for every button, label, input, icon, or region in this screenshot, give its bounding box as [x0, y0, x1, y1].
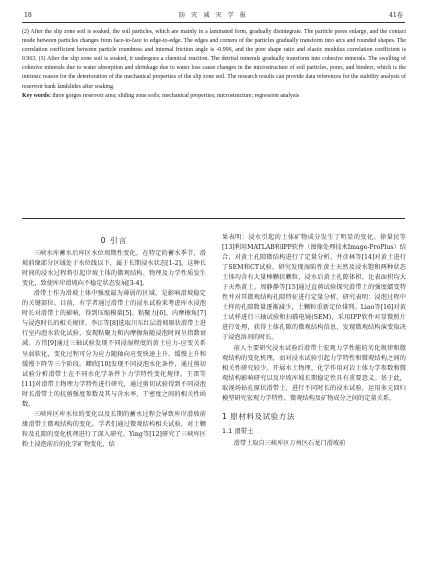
- keywords-line: [22, 92, 406, 101]
- paragraph: 三峡水库蓄水后库区水位周期性变化，在特定的蓄水季节，滑坡前缘部分区域处于水位线以下，属于长期浸水状态[1-2]，这种长时间的浸水过程将引起岸坡土体的微观结构、物理及力学性质发生变化，致使库岸滑坡向不稳定状态发展[3-4]。: [22, 250, 206, 288]
- paragraph: 三峡库区库水位的变化以及长期的蓄水过程会导致库岸滑坡前缘滑带土微观结构的变化。学者们通过微观结构相关试验，对土颗粒及孔隙的变化机理进行了深入研究。Ying等[12]研究了三峡库区粉土浸泡前后的化学矿物变化，结: [22, 410, 206, 448]
- left-column: [22, 236, 206, 450]
- keywords-label: Key words:: [22, 92, 51, 99]
- volume-label: 41卷: [388, 12, 403, 19]
- page-number: 18: [24, 12, 32, 19]
- running-header: [22, 10, 405, 23]
- keywords-text: three gorges reservoir area; sliding zone soils; mechanical properties; microstructure; regression analysis: [50, 92, 300, 99]
- subsection-title-slip-zone-soil: 1.1 滑带土: [222, 426, 254, 435]
- english-abstract: [22, 28, 406, 101]
- paragraph: 滑带土取自三峡库区万州区石龙门滑坡前: [233, 439, 346, 447]
- paragraph: 滑带土作为滑坡土体中强度最为薄弱的区域，是影响滑坡稳定的关键部位。目前，有学者通过滑带土的浸水试验来考虑库水浸泡时长对滑带土的影响，得到压缩模量[5]、粘聚力[6]、内摩擦角[7]与浸泡时长的相关规律。李江等[8]选取川东红层滑坡原状滑带土进行室内泡水软化试验，发现粘聚力和内摩擦角随浸泡时间呈指数衰减。方伟[9]通过三轴试验发现不同浸湿程度的黄土应力-应变关系呈弱软化，变化过程可分为应力随轴向应变快速上升、缓慢上升和缓慢下降等三个阶段。卿欣[10]发现不同浸泡水化条件，通过剪切试验分析滑带土在不同水化学条件下力学特性变化规律。王雷等[11]对滑带土物理力学特性进行研究，通过剪切试验得到不同浸泡时长滑带土的抗剪强度参数及其与含水率、干密度之间的相关性函数。: [22, 290, 206, 408]
- section-title-introduction: 0 引言: [100, 236, 128, 245]
- paragraph-continued: 果表明：浸水引起的土体矿物成分发生了明显的变化。徐量民等[13]利用MATLAB和IPP软件（图像处理技术Image-ProPlus）结合，对黄土孔隙微结构进行了定量分析。井彦林等[14]对黄土进行了SEM和CT试验，研究发现湿陷性黄土天然及浸水饱和两种状态土体均含有大量棒颗状颗粒，浸水后黄土孔隙体积、比表面积均大于天然黄土。周静静等[15]通过直剪试验探究滑带土的强度蠕变特性并对其微观结构孔隙特征进行定量分析，研究表明：浸泡过程中土样的孔隙数量逐渐减少，土颗粒重新定位排列。Liao等[16]对黄土试样进行三轴试验和扫描电镜(SEM)，采用IPP软件对显微照片进行处理，获得土体孔隙的微观结构信息，发现微观结构演变取决于浸泡溶剂的时长。: [222, 234, 406, 342]
- abstract-text: (2) After the slip zone soil is soaked, the soil particles, which are mainly in a laminated form, gradually disintegrate. The particle pores enlarge, and the contact mode between particles changes from face-to-face to edge-to-edge. The edges and corners of the particles gradually transform into arcs and rounded shapes. The correlation coefficient between particle roundness and internal friction angle is -0.996, and the pore shape ratio and elastic modulus correlation coefficient is 0.963. (3) After the slip zone soil is soaked, it undergoes a chemical reaction. The detrital minerals gradually transform into cohesive minerals. The swelling of cohesive minerals due to water absorption and shrinkage due to water loss cause changes in the microstructure of soil particles, pores, and binders, which is the intrinsic reason for the deterioration of the mechanical properties of the slip zone soil. The research results can provide data references for the stability analysis of reservoir bank landslides after soaking.: [22, 29, 406, 90]
- section-title-materials-methods: 1 原材料及试验方法: [222, 411, 295, 421]
- journal-title: 防 灾 减 灾 学 报: [179, 12, 248, 19]
- right-column: [222, 233, 406, 449]
- paragraph: 前人主要研究浸水试验后滑带土宏观力学性能的劣化规律和微观结构的变化机理，而对浸水试验引起力学特性和微观结构之间的相关性研究较少。开展水土物理、化学作用对岩土体力学参数和微观结构影响研究以及岸坡库坡长期稳定性具有重要意义。基于此，取视场钻孔原状滑带土，进行不同时长的浸水试验，运用多元回归模型研究宏观力学特性、微观结构及矿物成分之间的定量关系。: [222, 344, 406, 402]
- section-divider: [22, 218, 405, 219]
